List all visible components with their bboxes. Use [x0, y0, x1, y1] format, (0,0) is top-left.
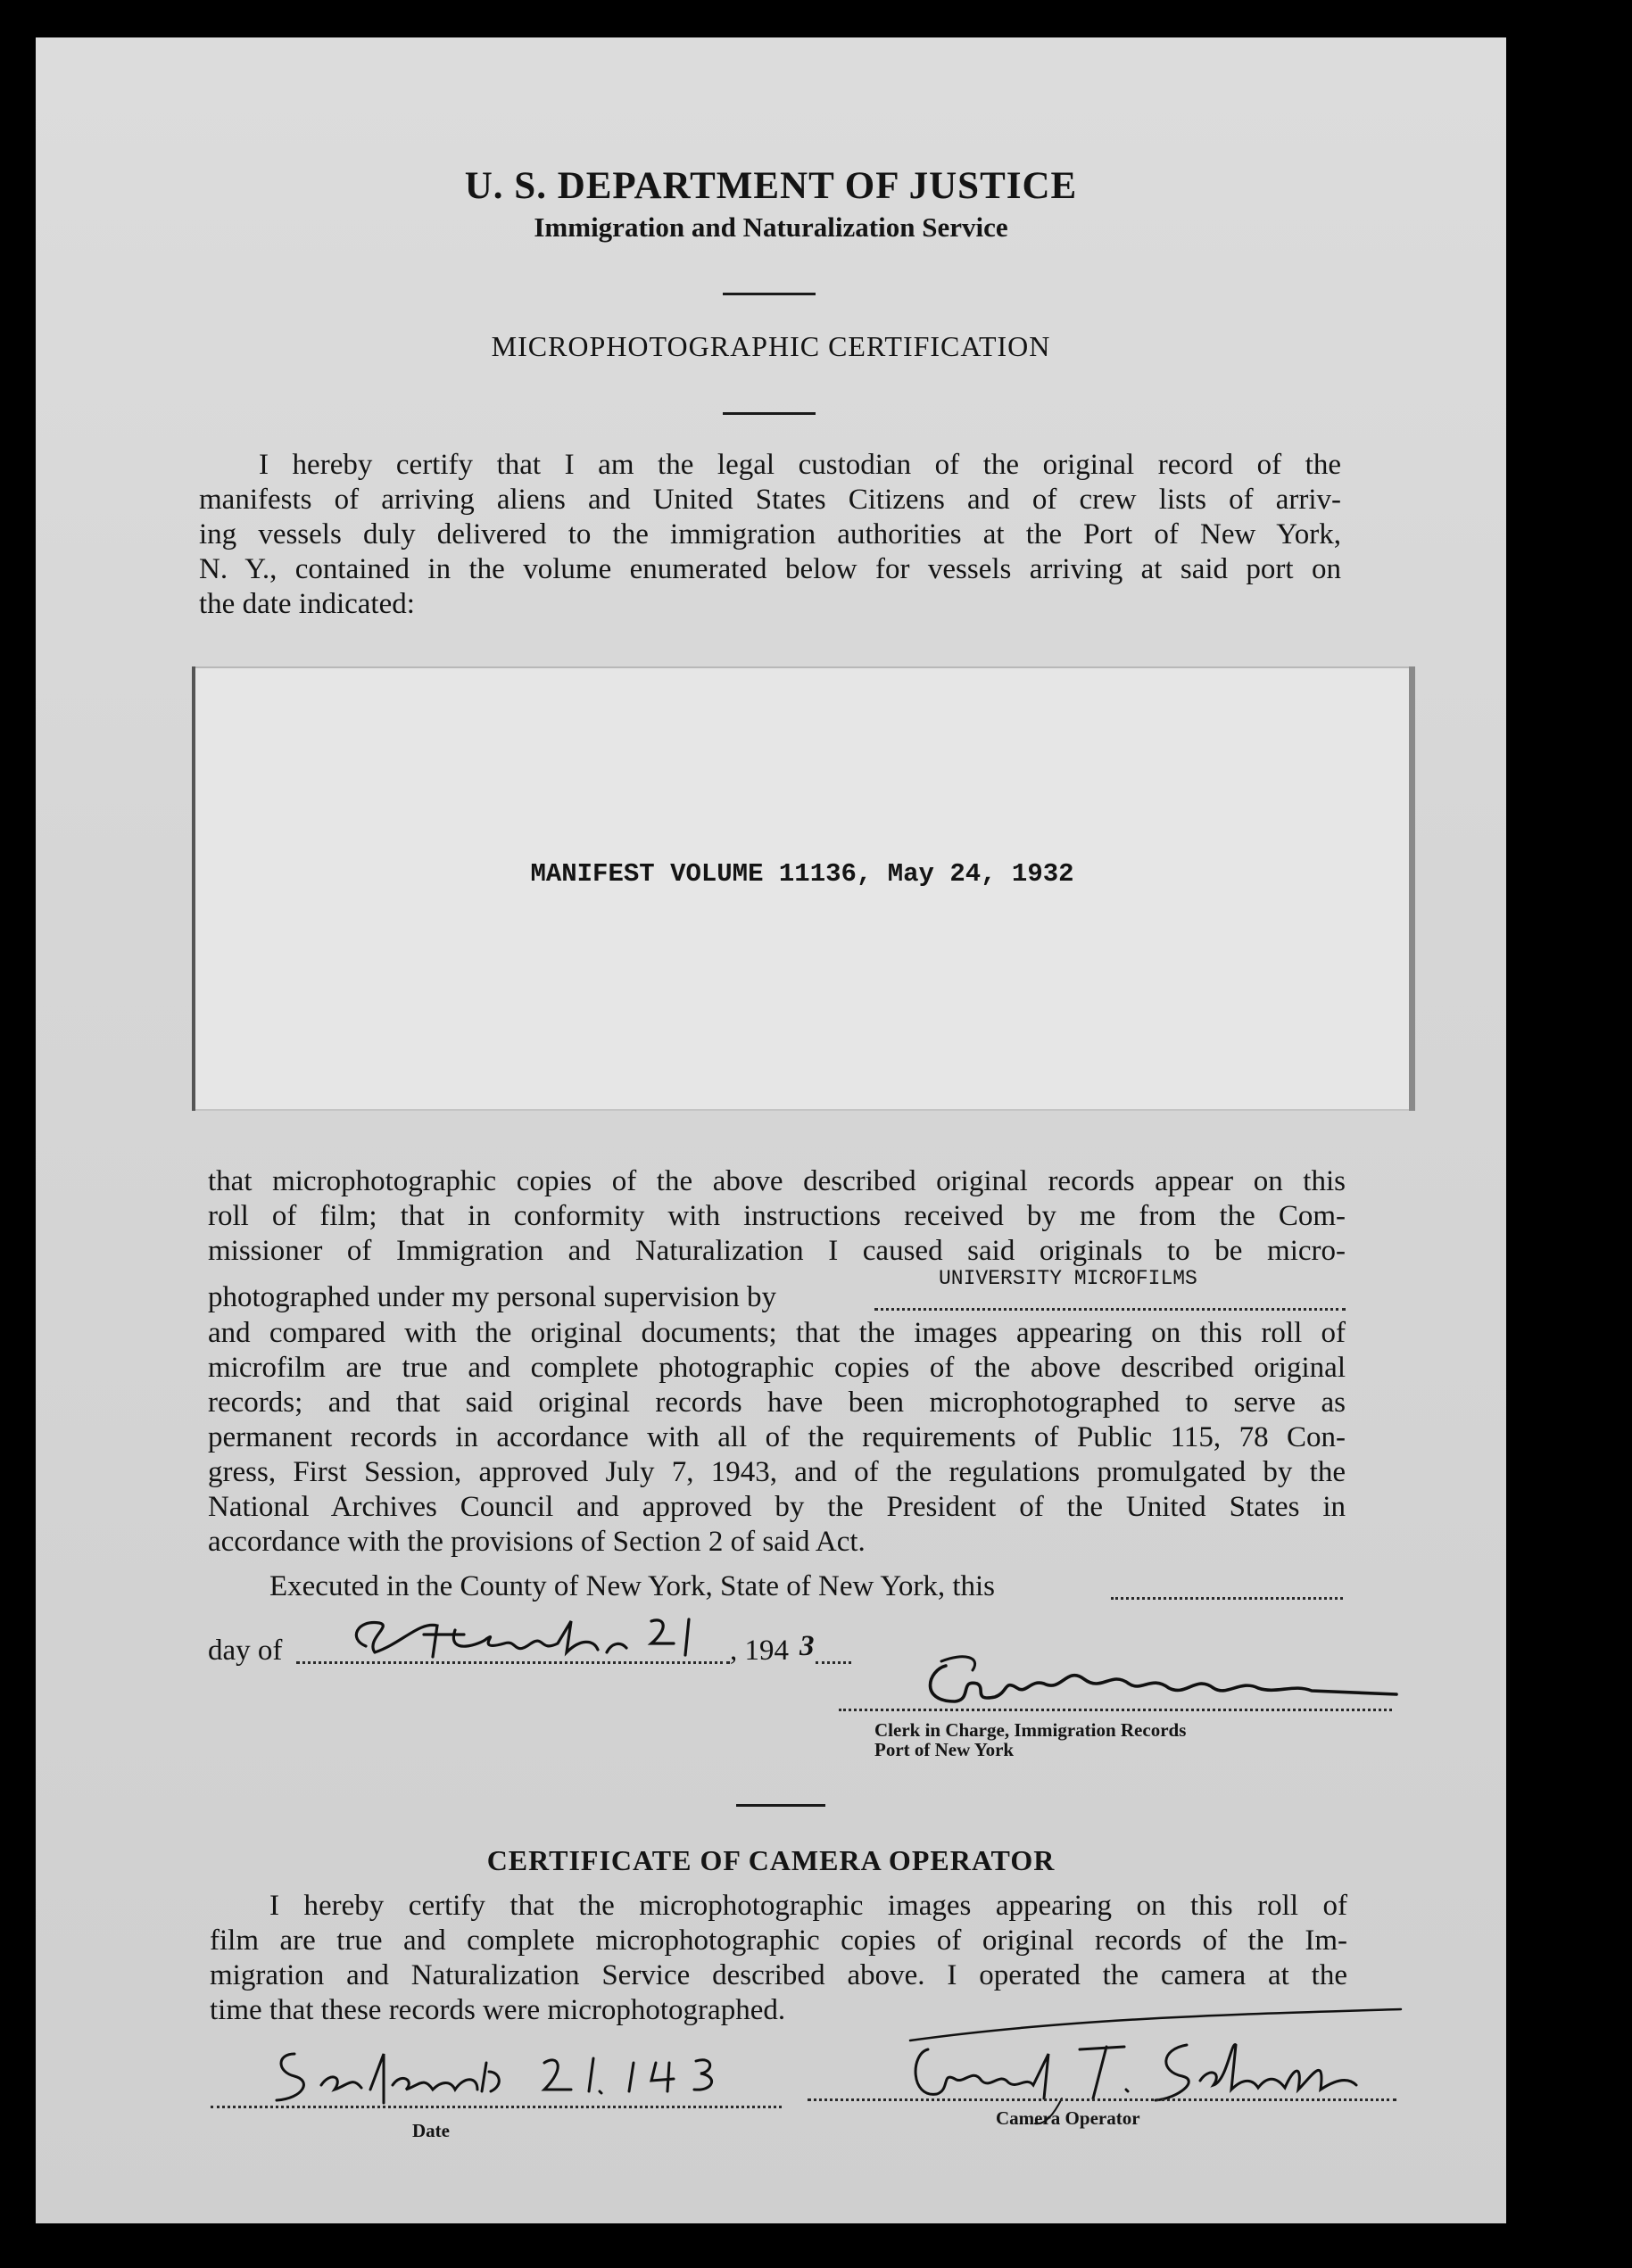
- body-line: that microphotographic copies of the above described original records appear on this: [208, 1165, 1346, 1197]
- camera-line: I hereby certify that the microphotographic images appearing on this roll of: [269, 1890, 1347, 1922]
- clerk-signature-line: [839, 1709, 1392, 1711]
- camera-signature-line: [808, 2098, 1396, 2101]
- supervision-line: photographed under my personal supervision by: [208, 1281, 776, 1313]
- body-line: microfilm are true and complete photographic copies of the above described original: [208, 1352, 1346, 1384]
- intro-line: ing vessels duly delivered to the immigration authorities at the Port of New York,: [199, 518, 1341, 550]
- camera-line: time that these records were microphotographed.: [210, 1994, 786, 2026]
- camera-line: migration and Naturalization Service described above. I operated the camera at the: [210, 1959, 1347, 1991]
- divider-rule: [736, 1804, 825, 1807]
- manifest-slip: [192, 666, 1415, 1111]
- intro-paragraph: [199, 448, 1341, 622]
- camera-operator-signature: [892, 2000, 1410, 2130]
- service-subheading: Immigration and Naturalization Service: [534, 211, 1008, 243]
- certification-title: MICROPHOTOGRAPHIC CERTIFICATION: [491, 330, 1051, 362]
- intro-line: I hereby certify that I am the legal custodian of the original record of the: [259, 449, 1341, 481]
- intro-line: the date indicated:: [199, 588, 415, 620]
- body-line: and compared with the original documents; that the images appearing on this roll of: [208, 1317, 1346, 1349]
- body-line: permanent records in accordance with all of the requirements of Public 115, 78 Con-: [208, 1421, 1346, 1453]
- camera-date-line: [211, 2106, 782, 2108]
- intro-line: N. Y., contained in the volume enumerated below for vessels arriving at said port on: [199, 553, 1341, 585]
- clerk-title: [874, 1720, 1186, 1759]
- year-fill-line: [816, 1661, 851, 1664]
- camera-line: film are true and complete microphotographic copies of original records of the Im-: [210, 1924, 1347, 1957]
- day-of-label: day of: [208, 1635, 283, 1667]
- divider-rule: [723, 412, 816, 415]
- year-prefix: , 194: [730, 1635, 789, 1667]
- handwritten-camera-date: [250, 2036, 785, 2112]
- executed-fill-line: [1111, 1597, 1343, 1600]
- date-caption: Date: [412, 2120, 450, 2141]
- intro-line: manifests of arriving aliens and United States Citizens and of crew lists of arriv-: [199, 484, 1341, 516]
- clerk-title-line: Port of New York: [874, 1739, 1015, 1760]
- certification-body-continued: [208, 1316, 1346, 1560]
- body-line: gress, First Session, approved July 7, 1943, and of the regulations promulgated by the: [208, 1456, 1346, 1488]
- camera-operator-title: CERTIFICATE OF CAMERA OPERATOR: [486, 1844, 1056, 1876]
- handwritten-day: [339, 1603, 714, 1670]
- body-line: missioner of Immigration and Naturalization I caused said originals to be micro-: [208, 1235, 1346, 1267]
- camera-operator-caption: Camera Operator: [996, 2107, 1140, 2129]
- department-heading: U. S. DEPARTMENT OF JUSTICE: [464, 165, 1078, 207]
- supervisor-fill-line: [874, 1308, 1346, 1311]
- divider-rule: [723, 293, 816, 295]
- body-line: National Archives Council and approved by the President of the United States in: [208, 1491, 1346, 1523]
- body-line: accordance with the provisions of Section 2 of said Act.: [208, 1526, 866, 1558]
- manifest-volume-text: MANIFEST VOLUME 11136, May 24, 1932: [530, 859, 1074, 889]
- certificate-page: [36, 37, 1506, 2223]
- clerk-title-line: Clerk in Charge, Immigration Records: [874, 1719, 1187, 1741]
- year-digit: 3: [799, 1630, 815, 1662]
- body-line: roll of film; that in conformity with instructions received by me from the Com-: [208, 1200, 1346, 1232]
- microfilm-company: UNIVERSITY MICROFILMS: [939, 1267, 1197, 1290]
- certification-body: [208, 1164, 1346, 1269]
- body-line: records; and that said original records have been microphotographed to serve as: [208, 1386, 1346, 1419]
- executed-line: Executed in the County of New York, State of New York, this: [269, 1570, 996, 1602]
